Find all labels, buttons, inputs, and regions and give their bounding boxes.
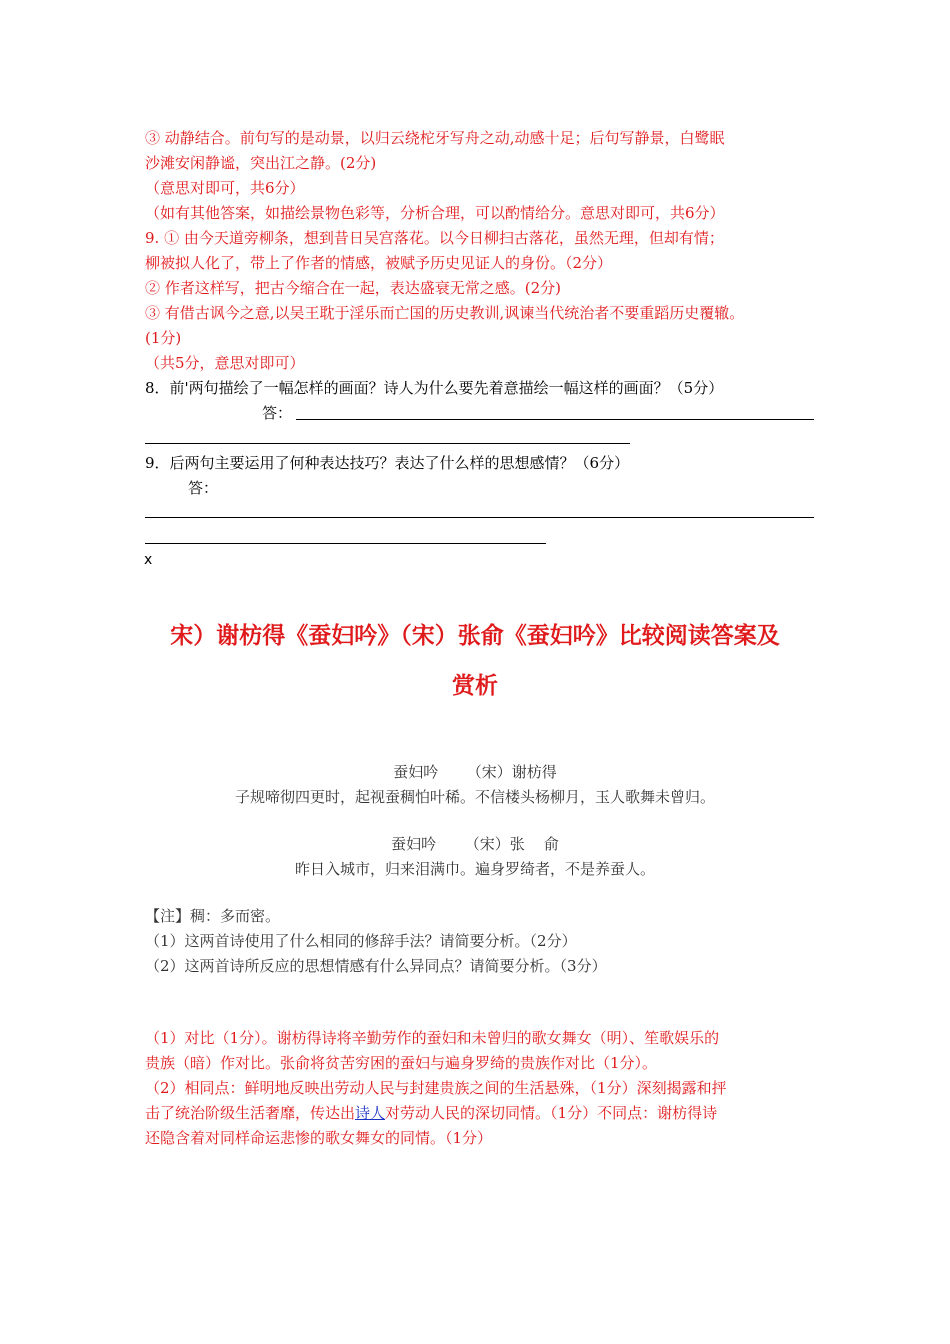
poem2-heading: 蚕妇吟 （宋）张 俞 [391, 835, 559, 853]
answer-2-line2-after: 对劳动人民的深切同情。（1分）不同点：谢枋得诗 [385, 1104, 718, 1122]
q9-answer-line-1 [145, 517, 814, 518]
poem2-text: 昨日入城市，归来泪满巾。遍身罗绮者，不是养蚕人。 [294, 860, 655, 878]
poem1-heading: 蚕妇吟 （宋）谢枋得 [393, 763, 557, 781]
answer-q8-point3-line2: 沙滩安闲静谧，突出江之静。(2分) [145, 154, 377, 172]
answer-1-line2: 贵族（暗）作对比。张俞将贫苦穷困的蚕妇与遍身罗绮的贵族作对比（1分）。 [145, 1054, 658, 1072]
separator-mark: x [144, 552, 153, 568]
q9-answer-line-2 [145, 543, 546, 544]
answer-q9-point1-line1: 9. ① 由今天道旁柳条，想到昔日吴宫落花。以今日柳扫古落花，虽然无理，但却有情； [145, 229, 724, 247]
answer-q8-note2: （如有其他答案，如描绘景物色彩等，分析合理，可以酌情给分。意思对即可，共6分） [145, 204, 725, 222]
q8-answer-line-2 [145, 443, 630, 444]
answer-q9-point1-line2: 柳被拟人化了，带上了作者的情感，被赋予历史见证人的身份。（2分） [145, 254, 613, 272]
question-9: 9．后两句主要运用了何种表达技巧？表达了什么样的思想感情？（6分） [145, 454, 630, 472]
answer-1-line1: （1）对比（1分）。谢枋得诗将辛勤劳作的蚕妇和未曾归的歌女舞女（明）、笙歌娱乐的 [145, 1029, 720, 1047]
page-title-line1: 宋）谢枋得《蚕妇吟》（宋）张俞《蚕妇吟》比较阅读答案及 [170, 623, 780, 649]
page-title-line2: 赏析 [452, 673, 498, 699]
answer-q8-note1: （意思对即可，共6分） [145, 179, 305, 197]
answer-2-line2-before: 击了统治阶级生活奢靡，传达出 [145, 1104, 356, 1122]
answer-q8-point3-line1: ③ 动静结合。前句写的是动景，以归云绕柁牙写舟之动,动感十足；后句写静景，白鹭眠 [145, 129, 725, 147]
question-1: （1）这两首诗使用了什么相同的修辞手法？请简要分析。（2分） [145, 932, 577, 950]
q9-answer-label: 答： [188, 479, 219, 497]
answer-2-line1: （2）相同点：鲜明地反映出劳动人民与封建贵族之间的生活悬殊，（1分）深刻揭露和抨 [145, 1079, 727, 1097]
answer-q9-point3-line1: ③ 有借古讽今之意,以吴王耽于淫乐而亡国的历史教训,讽谏当代统治者不要重蹈历史覆辙。 [145, 304, 745, 322]
answer-2-line2 [145, 1103, 717, 1123]
answer-q9-point2: ② 作者这样写，把古今缩合在一起，表达盛衰无常之感。(2分) [145, 279, 562, 297]
answer-q9-point3-line2: (1分) [145, 329, 182, 347]
annotation-note: 【注】稠：多而密。 [145, 907, 281, 925]
q8-answer-line-1 [296, 419, 814, 420]
poet-link[interactable]: 诗人 [355, 1104, 386, 1122]
poem1-text: 子规啼彻四更时，起视蚕稠怕叶稀。不信楼头杨柳月，玉人歌舞未曾归。 [234, 788, 715, 806]
answer-q9-note: （共5分，意思对即可） [145, 354, 305, 372]
answer-2-line3: 还隐含着对同样命运悲惨的歌女舞女的同情。（1分） [145, 1129, 493, 1147]
question-8: 8．前'两句描绘了一幅怎样的画面？诗人为什么要先着意描绘一幅这样的画面？（5分） [145, 379, 724, 397]
question-2: （2）这两首诗所反应的思想情感有什么异同点？请简要分析。（3分） [145, 957, 607, 975]
q8-answer-label: 答： [262, 404, 293, 422]
